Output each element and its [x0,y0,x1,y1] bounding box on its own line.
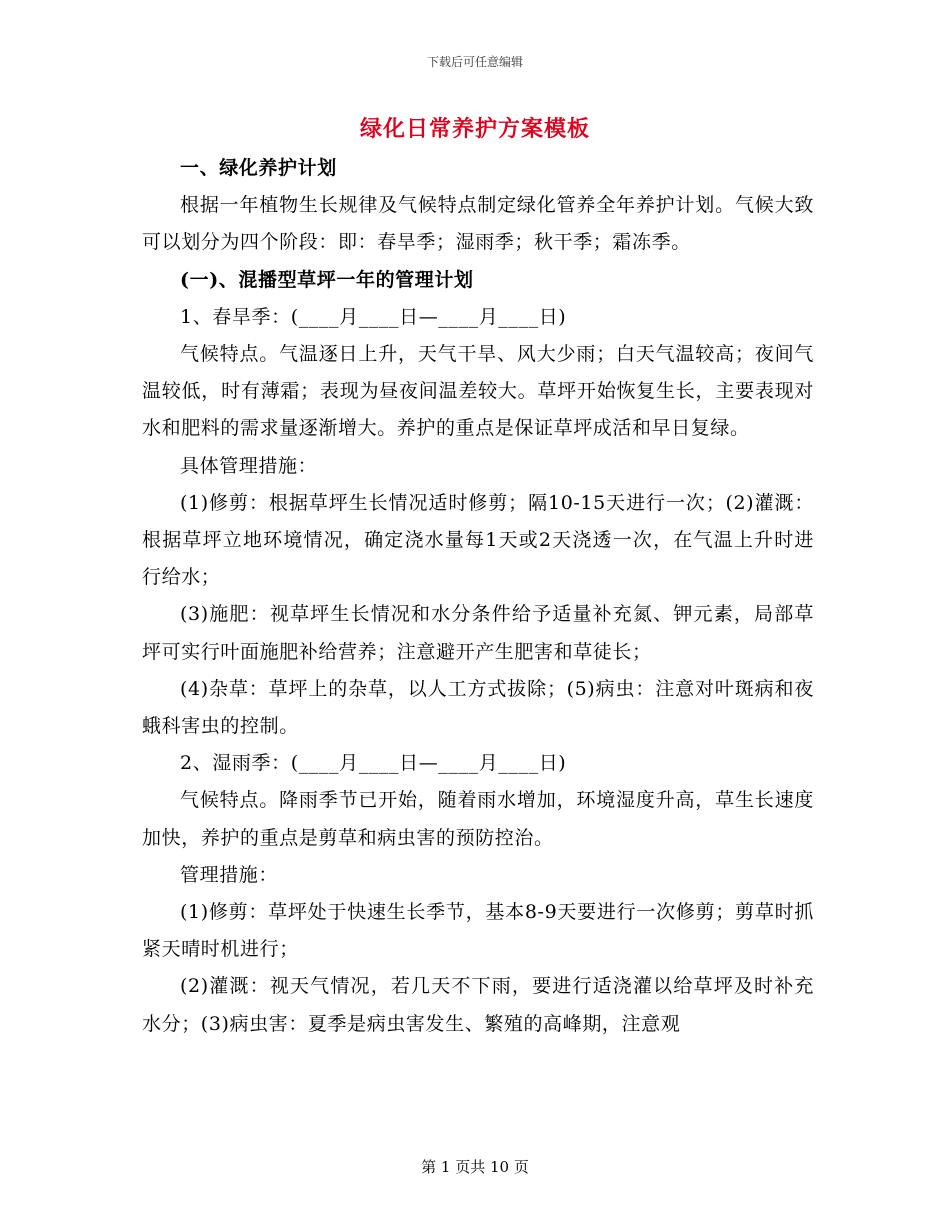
season-heading-rainy: 2、湿雨季：(____月____日—____月____日) [180,752,567,775]
page-header-note: 下载后可任意编辑 [426,55,523,69]
paragraph: (1)修剪：草坪处于快速生长季节，基本8-9天要进行一次修剪；剪草时抓紧天晴时机进行； [142,901,814,961]
season-heading-spring: 1、春旱季：(____月____日—____月____日) [180,305,567,328]
paragraph: (3)施肥：视草坪生长情况和水分条件给予适量补充氮、钾元素，局部草坪可实行叶面施肥补给营养；注意避开产生肥害和草徒长； [142,603,814,663]
paragraph: 具体管理措施： [180,454,318,477]
paragraph: 气候特点。气温逐日上升，天气干旱、风大少雨；白天气温较高；夜间气温较低，时有薄霜；表现为昼夜间温差较大。草坪开始恢复生长，主要表现对水和肥料的需求量逐渐增大。养护的重点是保证草坪成活和早日复绿。 [142,343,814,440]
paragraph: 根据一年植物生长规律及气候特点制定绿化管养全年养护计划。气候大致可以划分为四个阶段：即：春旱季；湿雨季；秋干季；霜冻季。 [142,194,814,254]
paragraph: 管理措施： [180,863,279,886]
document-body [142,150,814,1043]
page-footer-number: 第 1 页共 10 页 [421,1158,529,1176]
paragraph: 气候特点。降雨季节已开始，随着雨水增加，环境湿度升高，草生长速度加快，养护的重点是剪草和病虫害的预防控治。 [142,789,814,849]
document-title: 绿化日常养护方案模板 [359,116,590,142]
paragraph: (1)修剪：根据草坪生长情况适时修剪；隔10-15天进行一次；(2)灌溉：根据草坪立地环境情况，确定浇水量每1天或2天浇透一次，在气温上升时进行给水； [142,491,814,589]
subsection-heading: (一)、混播型草坪一年的管理计划 [180,268,474,291]
paragraph: (2)灌溉：视天气情况，若几天不下雨，要进行适浇灌以给草坪及时补充水分；(3)病虫害：夏季是病虫害发生、繁殖的高峰期，注意观 [142,975,814,1035]
section-heading: 一、绿化养护计划 [180,157,337,179]
paragraph: (4)杂草：草坪上的杂草，以人工方式拔除；(5)病虫：注意对叶斑病和夜蛾科害虫的控制。 [142,677,814,738]
